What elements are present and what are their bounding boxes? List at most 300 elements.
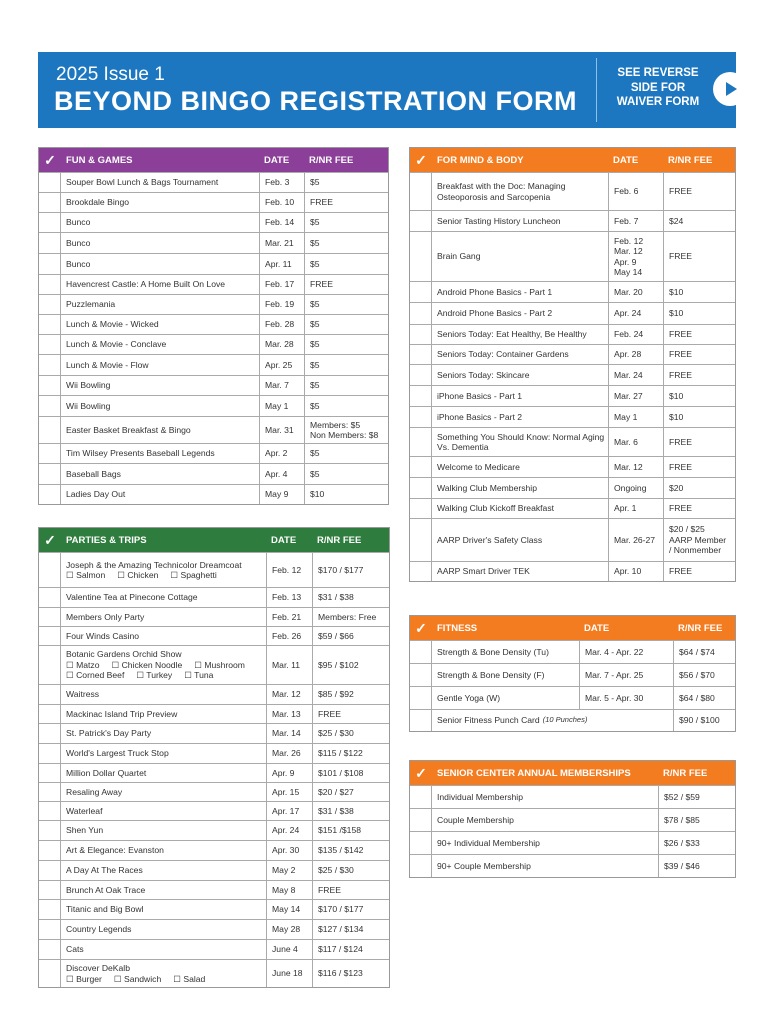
fee-value: FREE	[669, 503, 692, 514]
checkmark-icon: ✓	[415, 619, 427, 636]
register-checkbox[interactable]	[39, 193, 61, 212]
event-name: Tim Wilsey Presents Baseball Legends	[66, 448, 215, 459]
register-checkbox[interactable]	[410, 457, 432, 477]
fee-value: $25 / $30	[318, 865, 354, 876]
date-value: Mar. 6	[614, 436, 638, 447]
register-checkbox[interactable]	[410, 562, 432, 581]
event-name: Members Only Party	[66, 611, 145, 622]
table-row	[410, 364, 735, 385]
event-name: Android Phone Basics - Part 1	[437, 286, 553, 297]
fee-value: $151 /$158	[318, 825, 362, 836]
fee-value: FREE	[669, 436, 692, 447]
option-line	[66, 974, 217, 985]
event-name-cell	[432, 303, 608, 324]
event-name-cell	[61, 705, 266, 723]
event-name: Joseph & the Amazing Technicolor Dreamcoat	[66, 559, 242, 570]
event-name: Ladies Day Out	[66, 489, 126, 500]
fee-value: $85 / $92	[318, 689, 354, 700]
event-name: A Day At The Races	[66, 865, 143, 876]
fee-cell	[304, 275, 388, 294]
event-name-cell	[432, 519, 608, 561]
date-value: June 4	[272, 944, 298, 955]
event-name-cell	[61, 960, 266, 987]
register-checkbox[interactable]	[39, 315, 61, 334]
event-name-cell	[432, 386, 608, 406]
event-name: Country Legends	[66, 924, 132, 935]
register-checkbox[interactable]	[39, 705, 61, 723]
fee-cell	[312, 802, 389, 820]
table-row	[39, 704, 389, 723]
event-name: Strength & Bone Density (Tu)	[437, 646, 549, 657]
date-value: Mar. 31	[265, 424, 294, 435]
fee-value: $20 / $27	[318, 786, 354, 797]
table-row	[39, 820, 389, 840]
date-cell	[266, 627, 312, 645]
event-name-cell	[61, 254, 259, 274]
checkbox-option[interactable]: ☐ Salmon	[66, 570, 106, 580]
fee-value: FREE	[669, 186, 692, 197]
date-value: Apr. 24	[272, 825, 300, 836]
option-line	[66, 670, 225, 681]
date-cell	[608, 499, 663, 518]
event-name-cell	[432, 407, 608, 427]
event-name: Puzzlemania	[66, 299, 116, 310]
date-cell	[266, 608, 312, 626]
date-cell	[608, 345, 663, 364]
header-label: PARTIES & TRIPS	[66, 534, 147, 546]
date-cell	[608, 365, 663, 385]
date-value: Feb. 12	[272, 564, 302, 575]
date-value: Mar. 20	[614, 286, 643, 297]
fee-cell	[304, 485, 388, 504]
date-cell	[266, 724, 312, 743]
register-checkbox[interactable]	[410, 282, 432, 302]
date-cell	[579, 641, 673, 663]
date-value: Apr. 10	[614, 566, 642, 577]
checkmark-icon: ✓	[44, 531, 56, 548]
table-row	[410, 427, 735, 456]
table-row	[39, 880, 389, 899]
table-row	[410, 281, 735, 302]
date-value: Feb. 10	[265, 197, 295, 208]
event-name: Seniors Today: Skincare	[437, 369, 530, 380]
register-checkbox[interactable]	[39, 335, 61, 354]
table-row	[410, 518, 735, 561]
event-name-cell	[61, 376, 259, 395]
register-checkbox[interactable]	[39, 275, 61, 294]
fee-cell	[304, 173, 388, 192]
fee-cell	[673, 710, 735, 731]
date-cell	[259, 193, 304, 212]
register-checkbox[interactable]	[410, 386, 432, 406]
date-value: Apr. 9	[272, 767, 295, 778]
fee-value: Members: Free	[318, 611, 377, 622]
register-checkbox[interactable]	[39, 744, 61, 763]
register-checkbox[interactable]	[39, 821, 61, 840]
event-name-cell	[432, 832, 658, 854]
checkbox-option[interactable]: ☐ Sandwich	[113, 973, 162, 984]
event-name: Walking Club Kickoff Breakfast	[437, 503, 555, 514]
event-name: Four Winds Casino	[66, 630, 140, 641]
issue-label: 2025 Issue 1	[56, 64, 165, 85]
register-checkbox[interactable]	[39, 254, 61, 274]
date-line: Apr. 9	[614, 256, 637, 267]
date-cell	[259, 376, 304, 395]
event-name: iPhone Basics - Part 2	[437, 411, 523, 422]
fee-cell	[663, 457, 735, 477]
event-name-cell	[61, 464, 259, 484]
fee-cell	[304, 233, 388, 253]
event-name-cell	[432, 786, 658, 808]
register-checkbox[interactable]	[410, 232, 432, 281]
date-value: Mar. 26	[272, 748, 301, 759]
fee-cell	[658, 786, 735, 808]
event-name-cell	[61, 841, 266, 860]
see-reverse-line: SIDE FOR	[630, 81, 686, 94]
event-name: Wii Bowling	[66, 400, 111, 411]
fee-value: $5	[310, 400, 320, 411]
event-name-cell	[61, 315, 259, 334]
event-name-cell	[432, 687, 579, 709]
fee-value: $5	[310, 448, 320, 459]
form-title: BEYOND BINGO REGISTRATION FORM	[54, 86, 578, 116]
event-name: Bunco	[66, 217, 91, 228]
event-name: Seniors Today: Container Gardens	[437, 349, 569, 360]
table-row	[39, 172, 388, 192]
fee-cell	[673, 641, 735, 663]
event-name-cell	[61, 920, 266, 939]
fee-value: FREE	[669, 566, 692, 577]
fee-cell	[312, 724, 389, 743]
fee-value: $127 / $134	[318, 924, 364, 935]
header-label: DATE	[264, 154, 290, 166]
register-checkbox[interactable]	[39, 783, 61, 801]
register-checkbox[interactable]	[410, 710, 432, 731]
fee-cell	[312, 646, 389, 684]
fee-cell	[312, 881, 389, 899]
fee-value: $5	[310, 339, 320, 350]
date-cell	[608, 282, 663, 302]
register-checkbox[interactable]	[410, 365, 432, 385]
fee-cell	[312, 608, 389, 626]
register-checkbox[interactable]	[410, 499, 432, 518]
register-checkbox[interactable]	[39, 881, 61, 899]
date-cell	[259, 335, 304, 354]
event-name-cell	[61, 724, 266, 743]
event-name-cell	[432, 664, 579, 686]
register-checkbox[interactable]	[39, 588, 61, 607]
register-checkbox[interactable]	[39, 173, 61, 192]
fee-value: FREE	[669, 461, 692, 472]
fun-games-table	[38, 147, 389, 505]
fee-cell	[304, 295, 388, 314]
checkbox-option[interactable]: ☐ Turkey	[136, 670, 173, 681]
table-row	[39, 860, 389, 880]
event-name: Titanic and Big Bowl	[66, 904, 144, 915]
event-name: Senior Tasting History Luncheon	[437, 215, 561, 226]
fee-cell	[312, 821, 389, 840]
fee-value: $26 / $33	[664, 837, 700, 848]
fee-value: $170 / $177	[318, 564, 364, 575]
register-checkbox[interactable]	[39, 724, 61, 743]
fee-value: $52 / $59	[664, 791, 700, 802]
event-name: Gentle Yoga (W)	[437, 692, 501, 703]
register-checkbox[interactable]	[39, 295, 61, 314]
register-checkbox[interactable]	[39, 608, 61, 626]
checkbox-option[interactable]: ☐ Tuna	[184, 670, 214, 681]
event-name: Lunch & Movie - Flow	[66, 359, 149, 370]
register-checkbox[interactable]	[410, 641, 432, 663]
table-row	[39, 274, 388, 294]
register-checkbox[interactable]	[410, 345, 432, 364]
register-checkbox[interactable]	[410, 664, 432, 686]
table-row	[39, 484, 388, 504]
event-name: Wii Bowling	[66, 380, 111, 391]
register-checkbox[interactable]	[39, 396, 61, 416]
register-checkbox[interactable]	[39, 646, 61, 684]
checkbox-option[interactable]: ☐ Burger	[66, 973, 102, 984]
fee-line: Non Members: $8	[310, 430, 379, 440]
register-checkbox[interactable]	[39, 940, 61, 959]
event-name-cell	[61, 588, 266, 607]
register-checkbox[interactable]	[410, 173, 432, 210]
register-checkbox[interactable]	[410, 325, 432, 344]
checkbox-option[interactable]: ☐ Mushroom	[194, 659, 245, 670]
event-name-cell	[61, 646, 266, 684]
event-name: Senior Fitness Punch Card	[437, 715, 540, 726]
date-cell	[266, 646, 312, 684]
register-checkbox[interactable]	[410, 519, 432, 561]
event-name: Art & Elegance: Evanston	[66, 845, 164, 856]
fee-value: FREE	[669, 349, 692, 360]
date-value: Feb. 26	[272, 630, 302, 641]
punch-note: (10 Punches)	[542, 715, 588, 725]
date-cell	[266, 685, 312, 704]
table-row	[39, 607, 389, 626]
date-cell	[259, 233, 304, 253]
date-value: June 18	[272, 968, 303, 979]
fee-cell	[663, 478, 735, 498]
date-value: Feb. 3	[265, 177, 290, 188]
option-line	[66, 660, 257, 671]
event-name-cell	[61, 627, 266, 645]
fee-line: / Nonmember	[669, 545, 722, 556]
fee-cell	[304, 417, 388, 443]
date-cell	[608, 303, 663, 324]
event-name-cell	[432, 345, 608, 364]
header-label: R/NR FEE	[668, 154, 713, 166]
date-cell	[259, 173, 304, 192]
checkbox-option[interactable]: ☐ Chicken Noodle	[111, 659, 183, 670]
date-value: May 28	[272, 924, 301, 935]
event-name-cell	[61, 396, 259, 416]
fee-value: $5	[310, 359, 320, 370]
date-value: Apr. 4	[265, 468, 288, 479]
fee-value: $10	[310, 489, 325, 500]
fee-cell	[663, 232, 735, 281]
register-checkbox[interactable]	[410, 809, 432, 831]
register-checkbox[interactable]	[39, 841, 61, 860]
register-checkbox[interactable]	[39, 861, 61, 880]
table-row	[39, 354, 388, 375]
fee-cell	[663, 562, 735, 581]
date-value: Apr. 28	[614, 349, 642, 360]
register-checkbox[interactable]	[39, 960, 61, 987]
date-value: Apr. 2	[265, 448, 288, 459]
date-value: Mar. 12	[272, 689, 301, 700]
register-checkbox[interactable]	[39, 417, 61, 443]
register-checkbox[interactable]	[39, 920, 61, 939]
event-name: Brookdale Bingo	[66, 197, 130, 208]
register-checkbox[interactable]	[410, 303, 432, 324]
fee-value: $25 / $30	[318, 728, 354, 739]
fee-cell	[312, 861, 389, 880]
register-checkbox[interactable]	[39, 627, 61, 645]
event-name-cell	[432, 499, 608, 518]
event-name-cell	[432, 282, 608, 302]
date-cell	[266, 881, 312, 899]
date-value: May 9	[265, 489, 289, 500]
register-checkbox[interactable]	[410, 786, 432, 808]
date-cell	[608, 457, 663, 477]
event-name: Individual Membership	[437, 791, 523, 802]
date-value: Apr. 17	[272, 805, 300, 816]
fee-value: FREE	[669, 369, 692, 380]
event-name: St. Patrick's Day Party	[66, 728, 152, 739]
fee-value: $39 / $46	[664, 860, 700, 871]
date-line: Feb. 12	[614, 235, 644, 246]
date-value: Mar. 5 - Apr. 30	[585, 692, 644, 703]
fee-value: $31 / $38	[318, 592, 354, 603]
register-checkbox[interactable]	[410, 855, 432, 877]
date-cell	[266, 920, 312, 939]
fee-cell	[312, 685, 389, 704]
table-row	[39, 587, 389, 607]
table-row	[39, 645, 389, 684]
register-checkbox[interactable]	[410, 832, 432, 854]
table-row	[410, 640, 735, 663]
table-row	[39, 552, 389, 587]
fee-cell	[304, 396, 388, 416]
checkmark-icon: ✓	[44, 151, 56, 168]
register-checkbox[interactable]	[410, 687, 432, 709]
event-name-cell	[432, 457, 608, 477]
register-checkbox[interactable]	[410, 407, 432, 427]
event-name-cell	[432, 211, 608, 231]
register-checkbox[interactable]	[39, 444, 61, 463]
fee-cell	[304, 464, 388, 484]
fee-value: FREE	[318, 884, 341, 895]
register-checkbox[interactable]	[410, 478, 432, 498]
table-row	[39, 899, 389, 919]
event-name-cell	[432, 641, 579, 663]
table-row	[410, 302, 735, 324]
register-checkbox[interactable]	[39, 376, 61, 395]
mind-body-table	[409, 147, 736, 582]
register-checkbox[interactable]	[39, 553, 61, 587]
register-checkbox[interactable]	[39, 685, 61, 704]
fee-value: $117 / $124	[318, 944, 363, 955]
see-reverse-note	[604, 66, 712, 110]
fitness-table	[409, 615, 736, 732]
event-name-cell	[61, 335, 259, 354]
register-checkbox[interactable]	[39, 764, 61, 782]
fee-value: $170 / $177	[318, 904, 364, 915]
event-name-cell	[432, 365, 608, 385]
date-value: Mar. 12	[614, 461, 643, 472]
event-name: Easter Basket Breakfast & Bingo	[66, 424, 191, 435]
fee-cell	[304, 376, 388, 395]
date-cell	[259, 355, 304, 375]
checkbox-option[interactable]: ☐ Salad	[173, 973, 206, 984]
fee-cell	[304, 355, 388, 375]
fee-value: FREE	[318, 708, 341, 719]
date-value: Feb. 6	[614, 186, 639, 197]
register-checkbox[interactable]	[39, 900, 61, 919]
date-cell	[608, 211, 663, 231]
checkbox-option[interactable]: ☐ Spaghetti	[170, 570, 217, 580]
event-name-cell	[61, 355, 259, 375]
event-name: Bunco	[66, 258, 91, 269]
date-value: Feb. 14	[265, 217, 295, 228]
fee-cell	[663, 428, 735, 456]
date-line: May 14	[614, 267, 643, 277]
register-checkbox[interactable]	[39, 233, 61, 253]
option-line	[66, 570, 229, 581]
fee-cell	[312, 841, 389, 860]
event-name: Valentine Tea at Pinecone Cottage	[66, 592, 198, 603]
checkbox-option[interactable]: ☐ Matzo	[66, 659, 100, 670]
header-label: R/NR FEE	[317, 534, 362, 546]
date-value: Feb. 13	[272, 592, 302, 603]
checkbox-option[interactable]: ☐ Corned Beef	[66, 670, 125, 681]
event-name-cell	[61, 861, 266, 880]
event-name-cell	[432, 325, 608, 344]
fee-value: $24	[669, 215, 684, 226]
fee-cell	[304, 254, 388, 274]
fee-value: $78 / $85	[664, 814, 700, 825]
fee-value: FREE	[310, 197, 333, 208]
fee-line: $20 / $25	[669, 524, 705, 535]
date-value: Feb. 7	[614, 215, 639, 226]
parties-trips-table	[38, 527, 390, 988]
register-checkbox[interactable]	[410, 211, 432, 231]
fee-value: $115 / $122	[318, 748, 363, 759]
table-row	[39, 416, 388, 443]
date-cell	[608, 173, 663, 210]
event-name-cell	[61, 685, 266, 704]
fee-value: $10	[669, 411, 684, 422]
register-checkbox[interactable]	[39, 355, 61, 375]
table-row	[410, 324, 735, 344]
date-cell	[608, 325, 663, 344]
register-checkbox[interactable]	[39, 485, 61, 504]
fee-cell	[663, 407, 735, 427]
checkbox-option[interactable]: ☐ Chicken	[117, 570, 159, 580]
register-checkbox[interactable]	[39, 802, 61, 820]
register-checkbox[interactable]	[39, 213, 61, 232]
event-name: Million Dollar Quartet	[66, 767, 147, 778]
register-checkbox[interactable]	[39, 464, 61, 484]
fee-cell	[663, 386, 735, 406]
table-row	[39, 375, 388, 395]
register-checkbox[interactable]	[410, 428, 432, 456]
fee-cell	[663, 211, 735, 231]
header-label: R/NR FEE	[663, 767, 708, 779]
event-name: Strength & Bone Density (F)	[437, 669, 545, 680]
table-row	[410, 808, 735, 831]
event-name: Something You Should Know: Normal Aging Vs. Dementia	[437, 431, 605, 452]
